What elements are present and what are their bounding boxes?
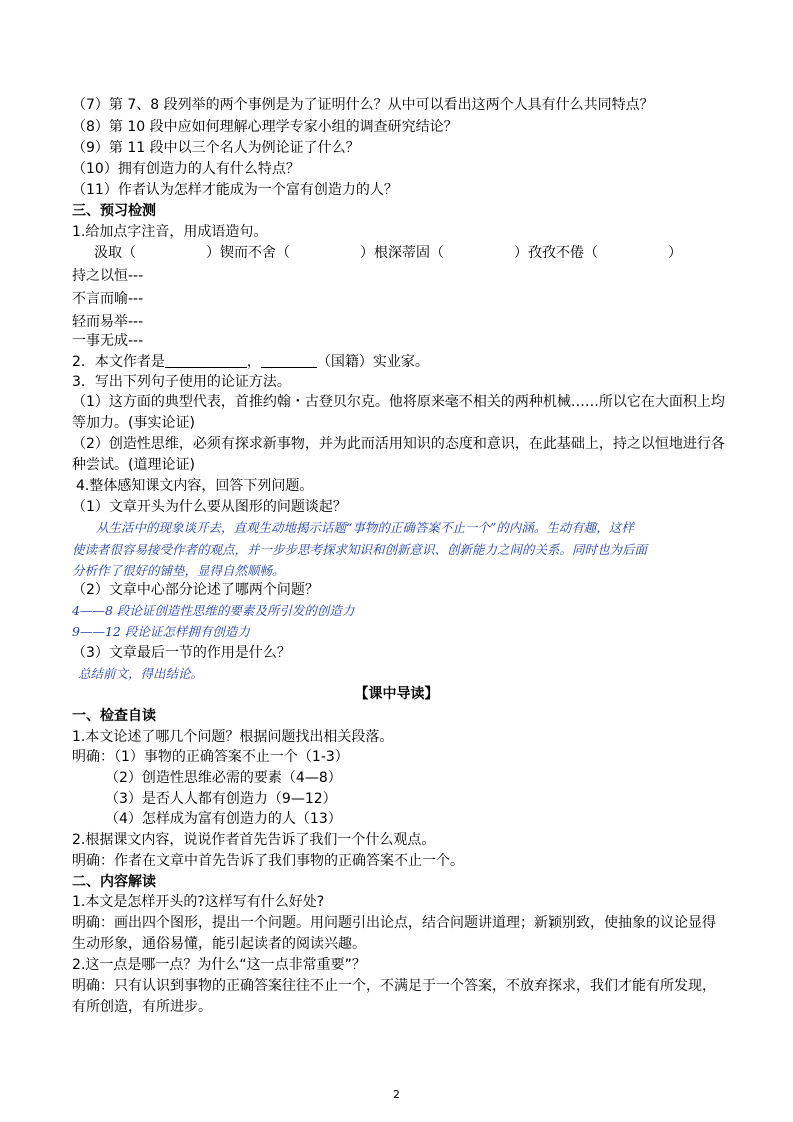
author-blank: [165, 353, 247, 368]
task-1: 1.给加点字注音，用成语造句。: [72, 224, 268, 240]
answer-4-2a: 4——8 段论证创造性思维的要素及所引发的创造力: [72, 603, 355, 618]
question-7: （7）第 7、8 段列举的两个事例是为了证明什么？从中可以看出这两个人具有什么共同特点？: [72, 97, 654, 113]
idiom-2: 不言而喻---: [72, 291, 144, 307]
content-2-answer-b: 有所创造，有所进步。: [72, 999, 212, 1015]
check-2: 2.根据课文内容，说说作者首先告诉了我们一个什么观点。: [72, 832, 436, 848]
check-1-answer-2: （2）创造性思维必需的要素（4—8）: [105, 770, 342, 786]
check-1: 1.本文论述了哪几个问题？根据问题找出相关段落。: [72, 729, 394, 745]
task-3-2a: （2）创造性思维，必须有探求新事物，并为此而活用知识的态度和意识，在此基础上，持之以恒地进行各: [72, 436, 725, 452]
task-3-1a: （1）这方面的典型代表，首推约翰・古登贝尔克。他将原来毫不相关的两种机械……所以它在大面积上均: [72, 394, 725, 410]
content-1-answer-b: 生动形象，通俗易懂，能引起读者的阅读兴趣。: [72, 936, 366, 952]
task-3-2b: 种尝试。(道理论证): [72, 457, 195, 473]
task-4-3: （3）文章最后一节的作用是什么？: [72, 645, 291, 661]
question-11: （11）作者认为怎样才能成为一个富有创造力的人？: [72, 182, 398, 198]
task-3: 3．写出下列句子使用的论证方法。: [72, 374, 291, 390]
answer-4-1b: 使读者很容易接受作者的观点，并一步步思考探求知识和创新意识、创新能力之间的关系。同时也为后面: [72, 542, 648, 557]
answer-4-1a: 从生活中的现象谈开去，直观生动地揭示话题“事物的正确答案不止一个”的内涵。生动有趣，这样: [96, 520, 634, 535]
check-1-answer-4: （4）怎样成为富有创造力的人（13）: [105, 811, 342, 827]
question-9: （9）第 11 段中以三个名人为例论证了什么？: [72, 140, 360, 156]
content-1: 1.本文是怎样开头的?这样写有什么好处?: [72, 894, 325, 910]
question-8: （8）第 10 段中应如何理解心理学专家小组的调查研究结论？: [72, 119, 458, 135]
section-heading-self-check: 一、检查自读: [72, 708, 156, 724]
content-2: 2.这一点是哪一点？为什么“这一点非常重要”？: [72, 957, 366, 973]
idiom-1: 持之以恒---: [72, 268, 144, 284]
task-2-prefix: 2．本文作者是: [72, 354, 165, 370]
task-2-comma: ，: [246, 354, 261, 370]
task-4-2: （2）文章中心部分论述了哪两个问题？: [72, 582, 319, 598]
idiom-4: 一事无成---: [72, 333, 144, 349]
check-1-answer-3: （3）是否人人都有创造力（9—12）: [105, 791, 337, 807]
section-heading-content: 二、内容解读: [72, 874, 156, 890]
answer-4-1c: 分析作了很好的铺垫，显得自然顺畅。: [72, 563, 285, 578]
page-number: 2: [393, 1088, 400, 1101]
idiom-3: 轻而易举---: [72, 314, 144, 330]
task-2-suffix: （国籍）实业家。: [316, 354, 429, 370]
nationality-blank: [261, 353, 317, 368]
section-heading-preview-test: 三、预习检测: [72, 203, 156, 219]
task-4-1: （1）文章开头为什么要从图形的问题谈起？: [72, 499, 347, 515]
answer-4-2b: 9——12 段论证怎样拥有创造力: [72, 624, 250, 639]
in-class-heading: 【课中导读】: [354, 686, 439, 702]
task-2: [72, 352, 429, 372]
question-10: （10）拥有创造力的人有什么特点？: [72, 161, 300, 177]
task-3-1b: 等加力。(事实论证): [72, 415, 195, 431]
content-2-answer-a: 明确：只有认识到事物的正确答案往往不止一个，不满足于一个答案，不放弃探求，我们才能有所发现，: [72, 978, 716, 994]
task-4: 4.整体感知课文内容，回答下列问题。: [76, 478, 314, 494]
pinyin-line: 汲取（ ）锲而不舍（ ）根深蒂固（ ）孜孜不倦（ ）: [94, 245, 682, 261]
answer-4-3: 总结前文，得出结论。: [78, 666, 204, 681]
content-1-answer-a: 明确：画出四个图形，提出一个问题。用问题引出论点，结合问题讲道理；新颖别致，使抽象的议论显得: [72, 915, 716, 931]
check-2-answer: 明确：作者在文章中首先告诉了我们事物的正确答案不止一个。: [72, 853, 464, 869]
check-1-answer-1: 明确：（1）事物的正确答案不止一个（1-3）: [72, 749, 349, 765]
